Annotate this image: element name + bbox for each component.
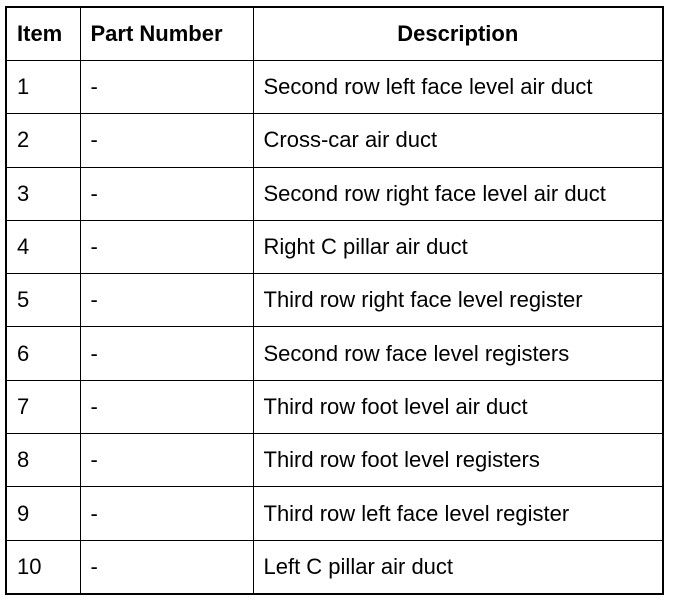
- description-cell: Right C pillar air duct: [253, 220, 663, 273]
- header-part-number: Part Number: [80, 7, 253, 61]
- part-number-cell: -: [80, 114, 253, 167]
- table-row: [6, 114, 663, 167]
- table-row: [6, 487, 663, 540]
- part-number-cell: -: [80, 61, 253, 114]
- table-row: [6, 274, 663, 327]
- table-header: [6, 7, 663, 61]
- table-row: [6, 61, 663, 114]
- table-row: [6, 327, 663, 380]
- item-cell: 4: [6, 220, 80, 273]
- description-cell: Third row left face level register: [253, 487, 663, 540]
- table-row: [6, 380, 663, 433]
- part-number-cell: -: [80, 220, 253, 273]
- description-cell: Third row foot level registers: [253, 434, 663, 487]
- table-body: [6, 61, 663, 595]
- header-row: [6, 7, 663, 61]
- item-cell: 7: [6, 380, 80, 433]
- description-cell: Second row right face level air duct: [253, 167, 663, 220]
- parts-table: [5, 6, 664, 595]
- part-number-cell: -: [80, 487, 253, 540]
- description-cell: Third row foot level air duct: [253, 380, 663, 433]
- description-cell: Second row face level registers: [253, 327, 663, 380]
- table-row: [6, 540, 663, 594]
- part-number-cell: -: [80, 167, 253, 220]
- item-cell: 10: [6, 540, 80, 594]
- part-number-cell: -: [80, 434, 253, 487]
- item-cell: 3: [6, 167, 80, 220]
- description-cell: Left C pillar air duct: [253, 540, 663, 594]
- table-row: [6, 220, 663, 273]
- item-cell: 2: [6, 114, 80, 167]
- description-cell: Cross-car air duct: [253, 114, 663, 167]
- description-cell: Second row left face level air duct: [253, 61, 663, 114]
- item-cell: 1: [6, 61, 80, 114]
- header-item: Item: [6, 7, 80, 61]
- table-row: [6, 434, 663, 487]
- part-number-cell: -: [80, 327, 253, 380]
- part-number-cell: -: [80, 274, 253, 327]
- part-number-cell: -: [80, 380, 253, 433]
- item-cell: 9: [6, 487, 80, 540]
- header-description: Description: [253, 7, 663, 61]
- item-cell: 8: [6, 434, 80, 487]
- table-row: [6, 167, 663, 220]
- item-cell: 5: [6, 274, 80, 327]
- item-cell: 6: [6, 327, 80, 380]
- description-cell: Third row right face level register: [253, 274, 663, 327]
- part-number-cell: -: [80, 540, 253, 594]
